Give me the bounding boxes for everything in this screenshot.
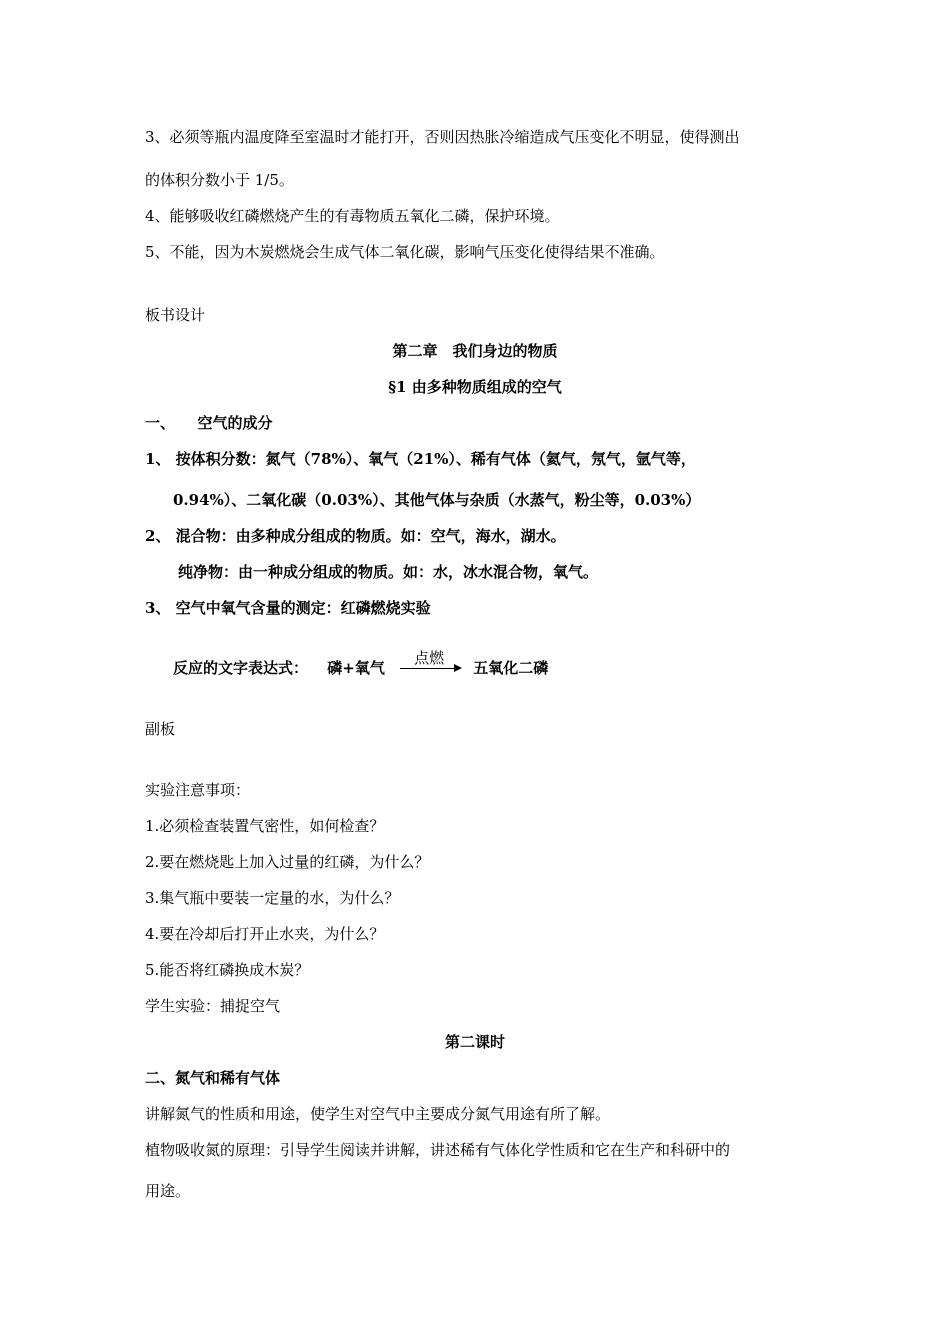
item-1-line-2: 0.94%）、二氧化碳（0.03%）、其他气体与杂质（水蒸气，粉尘等，0.03%） [173,491,701,509]
notes-title: 实验注意事项： [145,781,251,799]
chapter-title: 第二章 我们身边的物质 [392,342,558,360]
answer-3-line-1: 3、必须等瓶内温度降至室温时才能打开，否则因热胀冷缩造成气压变化不明显，使得测出 [145,128,740,146]
answer-3-line-2: 的体积分数小于 1/5。 [145,171,294,189]
paragraph-noble-gases-line-1: 植物吸收氮的原理：引导学生阅读并讲解，讲述稀有气体化学性质和它在生产和科研中的 [145,1141,731,1159]
reaction-arrow [400,649,462,678]
section-title: §1 由多种物质组成的空气 [388,378,562,396]
answer-5: 5、不能，因为木炭燃烧会生成气体二氧化碳，影响气压变化使得结果不准确。 [145,243,665,261]
arrow-head-icon [454,664,462,672]
answer-4: 4、能够吸收红磷燃烧产生的有毒物质五氧化二磷，保护环境。 [145,207,560,225]
note-item: 5.能否将红磷换成木炭？ [145,961,310,979]
note-item: 4.要在冷却后打开止水夹，为什么？ [145,925,385,943]
student-experiment: 学生实验：捕捉空气 [145,997,281,1015]
item-1-line-1: 1、 按体积分数：氮气（78%）、氧气（21%）、稀有气体（氦气，氖气，氩气等， [145,450,696,468]
note-item: 1.必须检查装置气密性，如何检查？ [145,817,385,835]
reactants: 磷+氧气 [327,659,385,677]
item-3-oxygen-measurement: 3、 空气中氧气含量的测定：红磷燃烧实验 [145,599,431,617]
board-design-heading: 板书设计 [145,306,206,324]
reaction-equation [173,649,549,678]
arrow-line [400,668,456,669]
note-item: 2.要在燃烧匙上加入过量的红磷，为什么？ [145,853,430,871]
paragraph-noble-gases-line-2: 用途。 [145,1182,191,1200]
item-2-mixture: 2、 混合物：由多种成分组成的物质。如：空气，海水，湖水。 [145,527,566,545]
note-item: 3.集气瓶中要装一定量的水，为什么？ [145,889,400,907]
reaction-label: 反应的文字表达式： [173,659,309,677]
part-1-title: 一、 空气的成分 [145,414,273,432]
item-2-pure-substance: 纯净物：由一种成分组成的物质。如：水，冰水混合物，氧气。 [178,563,599,581]
side-board-heading: 副板 [145,720,176,738]
second-lesson-title: 第二课时 [444,1033,505,1051]
reaction-condition: 点燃 [414,649,445,667]
paragraph-nitrogen: 讲解氮气的性质和用途，使学生对空气中主要成分氮气用途有所了解。 [145,1105,611,1123]
part-2-title: 二、氮气和稀有气体 [145,1069,281,1087]
product: 五氧化二磷 [473,659,549,677]
